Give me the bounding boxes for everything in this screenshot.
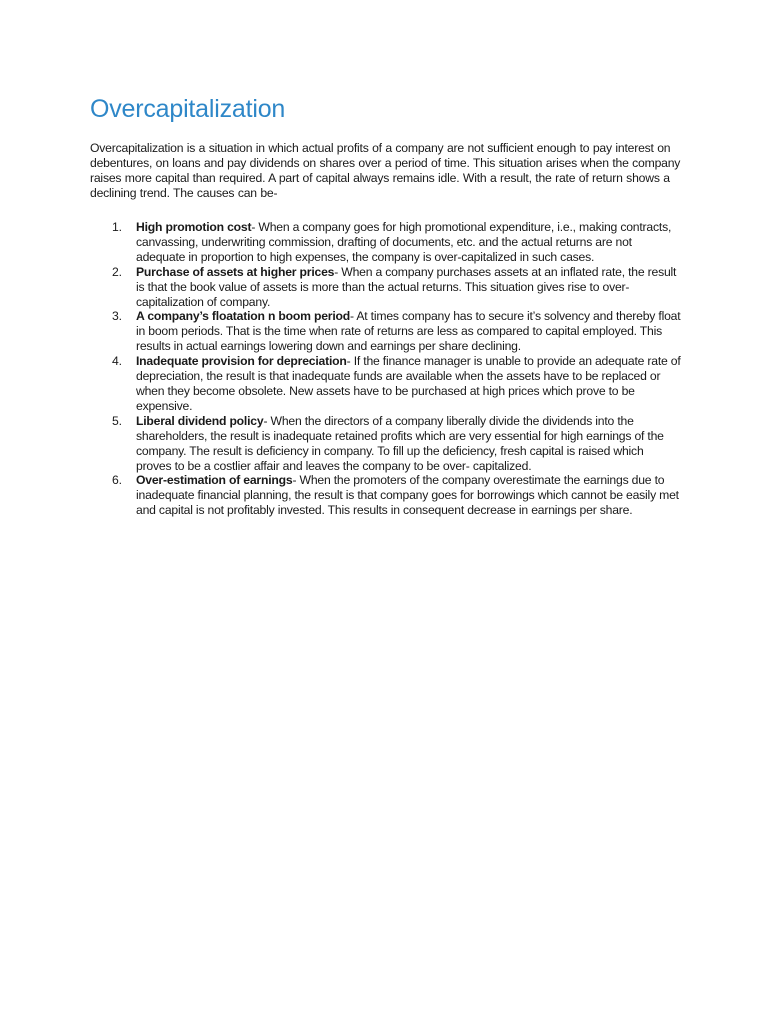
list-item-heading: Over-estimation of earnings [136, 473, 293, 488]
list-item [90, 220, 682, 265]
causes-list [90, 220, 682, 518]
list-item-text: - If the finance manager is unable to provide an adequate rate of depreciation, the result is that inadequate funds are available when the assets have to be replaced or when they become obsolete. New assets have to be purchased at high prices which prove to be expensive. [136, 354, 681, 413]
intro-paragraph: Overcapitalization is a situation in which actual profits of a company are not sufficient enough to pay interest on debentures, on loans and pay dividends on shares over a period of time. This situation arises when the company raises more capital than required. A part of capital always remains idle. With a result, the rate of return shows a declining trend. The causes can be- [90, 141, 681, 200]
list-item-heading: Liberal dividend policy [136, 413, 264, 428]
list-item-heading: Purchase of assets at higher prices [136, 264, 335, 279]
list-item-number: 3. [112, 309, 122, 324]
list-item [90, 473, 682, 518]
list-item-heading: Inadequate provision for depreciation [136, 354, 347, 369]
list-item-number: 1. [112, 220, 122, 234]
page-title: Overcapitalization [90, 95, 286, 123]
list-item-number: 5. [112, 413, 122, 428]
list-item-text: - When a company goes for high promotional expenditure, i.e., making contracts, canvassing, underwriting commission, drafting of documents, etc. and the actual returns are not adequate in proportion to high expenses, the company is over-capitalized in such cases. [136, 220, 672, 264]
list-item [90, 265, 682, 310]
list-item-number: 4. [112, 354, 122, 369]
list-item-text: - When the promoters of the company overestimate the earnings due to inadequate financial planning, the result is that company goes for borrowings which cannot be easily met and capital is not profitably invested. This results in consequent decrease in earnings per share. [136, 473, 679, 518]
list-item [90, 414, 682, 474]
list-item [90, 354, 682, 414]
list-item-text: - When a company purchases assets at an inflated rate, the result is that the book value of assets is more than the actual returns. This situation gives rise to over-capitalization of company. [136, 264, 677, 309]
list-item-text: - When the directors of a company liberally divide the dividends into the shareholders, the result is inadequate retained profits which are very essential for high earnings of the company. The result is deficiency in company. To fill up the deficiency, fresh capital is raised which proves to be a costlier affair and leaves the company to be over- capitalized. [136, 413, 664, 473]
list-item [90, 309, 682, 354]
list-item-heading: A company’s floatation n boom period [136, 309, 350, 324]
list-item-number: 2. [112, 264, 122, 279]
list-item-number: 6. [112, 473, 122, 488]
list-item-text: - At times company has to secure it’s solvency and thereby float in boom periods. That is the time when rate of returns are less as compared to capital employed. This results in actual earnings lowering down and earnings per share declining. [136, 309, 681, 354]
list-item-heading: High promotion cost [136, 220, 252, 234]
